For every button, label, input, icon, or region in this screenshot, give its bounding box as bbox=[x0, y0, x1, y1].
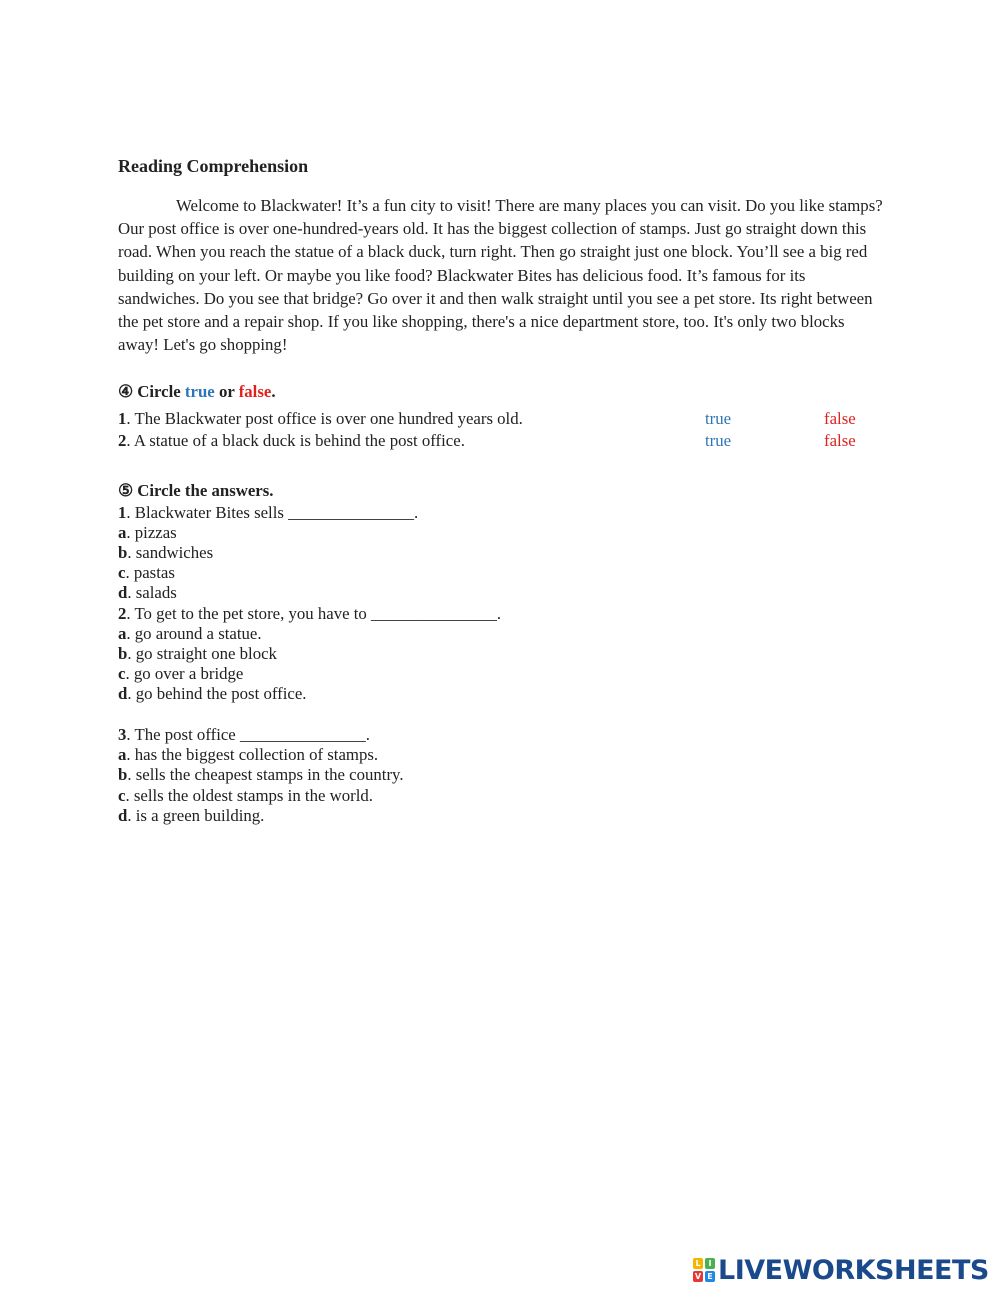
statement-text: . A statue of a black duck is behind the post office. bbox=[126, 431, 465, 450]
question-text: . The post office _______________. bbox=[126, 725, 371, 744]
option-text: . has the biggest collection of stamps. bbox=[126, 745, 379, 764]
option-text: . is a green building. bbox=[127, 806, 265, 825]
answer-option[interactable] bbox=[118, 786, 373, 806]
question-text: . To get to the pet store, you have to _______________. bbox=[126, 604, 502, 623]
answer-option[interactable] bbox=[118, 765, 404, 785]
answer-option[interactable] bbox=[118, 644, 277, 664]
logo-text: LIVEWORKSHEETS bbox=[718, 1254, 989, 1286]
option-text: . sells the oldest stamps in the world. bbox=[125, 786, 373, 805]
reading-passage: Welcome to Blackwater! It’s a fun city to visit! There are many places you can visit. Do you like stamps? Our post office is over one-hundred-years old. It has the biggest collection of stamps. Just go straight down this road. When you reach the statue of a black duck, turn right. Then go straight just one block. You’ll see a big red building on your left. Or maybe you like food? Blackwater Bites has delicious food. It’s famous for its sandwiches. Do you see that bridge? Go over it and then walk straight until you see a pet store. Its right between the pet store and a repair shop. If you like shopping, there's a nice department store, too. It's only two blocks away! Let's go shopping! bbox=[118, 196, 883, 355]
logo-block-v: V bbox=[694, 1272, 702, 1281]
option-letter: d bbox=[118, 583, 128, 602]
option-text: . salads bbox=[127, 583, 177, 602]
true-false-item-2 bbox=[118, 431, 878, 453]
answer-option[interactable] bbox=[118, 523, 177, 543]
option-letter: b bbox=[118, 543, 128, 562]
option-letter: b bbox=[118, 765, 128, 784]
option-letter: c bbox=[118, 664, 126, 683]
heading-period: . bbox=[271, 382, 276, 401]
true-false-statement bbox=[118, 409, 523, 429]
answer-option[interactable] bbox=[118, 624, 262, 644]
option-letter: a bbox=[118, 523, 127, 542]
option-text: . pizzas bbox=[126, 523, 177, 542]
option-text: . go behind the post office. bbox=[127, 684, 307, 703]
question-text: . Blackwater Bites sells _______________. bbox=[126, 503, 419, 522]
question-2 bbox=[118, 604, 501, 624]
option-text: . go over a bridge bbox=[125, 664, 244, 683]
liveworksheets-logo bbox=[693, 1256, 989, 1284]
option-letter: d bbox=[118, 806, 128, 825]
statement-number: 2 bbox=[118, 431, 127, 450]
page-title: Reading Comprehension bbox=[118, 156, 309, 176]
question-number: 2 bbox=[118, 604, 127, 623]
option-text: . go straight one block bbox=[127, 644, 277, 663]
true-false-statement bbox=[118, 431, 465, 451]
option-letter: b bbox=[118, 644, 128, 663]
heading-prefix: ④ Circle bbox=[118, 382, 185, 401]
question-number: 1 bbox=[118, 503, 127, 522]
option-letter: d bbox=[118, 684, 128, 703]
false-option[interactable]: false bbox=[824, 409, 856, 428]
question-1 bbox=[118, 503, 418, 523]
true-option[interactable]: true bbox=[705, 409, 732, 428]
heading-true-word: true bbox=[184, 382, 215, 401]
true-option[interactable]: true bbox=[705, 431, 732, 450]
heading-false-word: false bbox=[238, 382, 272, 401]
statement-text: . The Blackwater post office is over one hundred years old. bbox=[126, 409, 523, 428]
logo-block-i: I bbox=[705, 1258, 715, 1269]
answer-option[interactable] bbox=[118, 583, 177, 603]
logo-block-e: E bbox=[705, 1271, 715, 1282]
question-number: 3 bbox=[118, 725, 127, 744]
question-3 bbox=[118, 725, 370, 745]
answer-option[interactable] bbox=[118, 745, 378, 765]
heading-or-word: or bbox=[214, 382, 239, 401]
option-text: . sandwiches bbox=[127, 543, 214, 562]
option-letter: c bbox=[118, 563, 126, 582]
logo-blocks-icon bbox=[693, 1258, 715, 1282]
true-false-item-1 bbox=[118, 409, 878, 431]
false-option[interactable]: false bbox=[824, 431, 856, 450]
answer-option[interactable] bbox=[118, 664, 243, 684]
logo-block-l: L bbox=[693, 1258, 703, 1269]
answer-option[interactable] bbox=[118, 563, 175, 583]
answer-option[interactable] bbox=[118, 543, 213, 563]
option-text: . sells the cheapest stamps in the country. bbox=[127, 765, 404, 784]
multiple-choice-heading: ⑤ Circle the answers. bbox=[118, 481, 274, 500]
answer-option[interactable] bbox=[118, 684, 306, 704]
option-letter: a bbox=[118, 624, 127, 643]
option-text: . go around a statue. bbox=[126, 624, 262, 643]
option-letter: c bbox=[118, 786, 126, 805]
statement-number: 1 bbox=[118, 409, 127, 428]
option-text: . pastas bbox=[125, 563, 175, 582]
true-false-heading bbox=[118, 381, 276, 402]
option-letter: a bbox=[118, 745, 127, 764]
answer-option[interactable] bbox=[118, 806, 264, 826]
